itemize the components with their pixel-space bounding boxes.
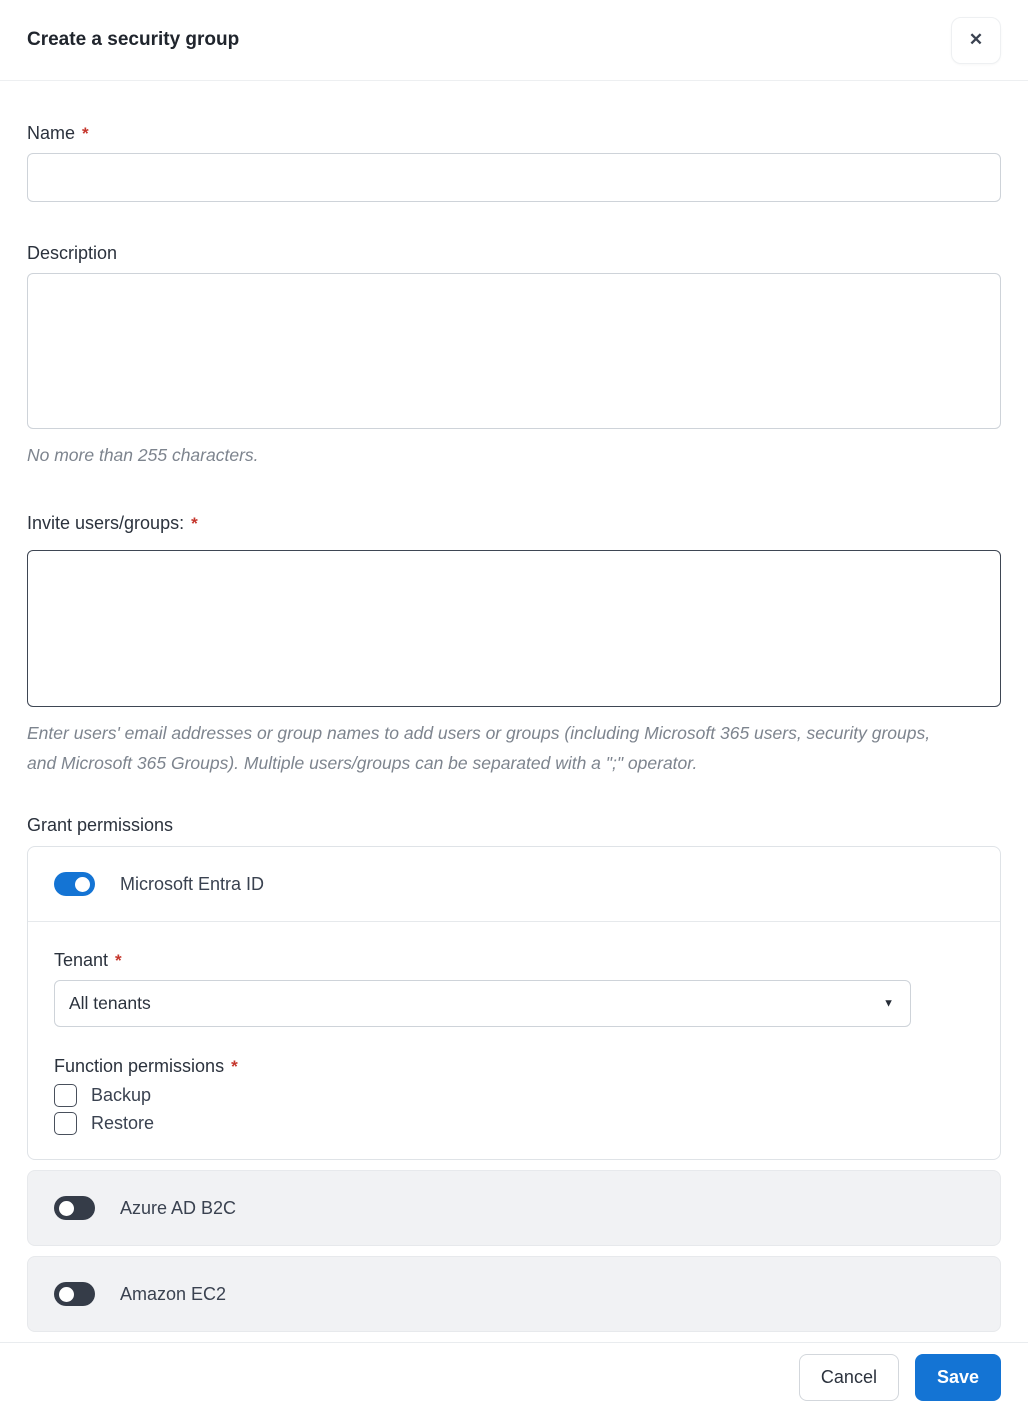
- cancel-button[interactable]: Cancel: [799, 1354, 899, 1401]
- permission-card-microsoft-entra-id: [27, 846, 1001, 1160]
- restore-checkbox-row[interactable]: [54, 1112, 974, 1135]
- azure-ad-b2c-toggle-row: [28, 1171, 1000, 1245]
- entra-id-toggle[interactable]: [54, 872, 95, 896]
- amazon-ec2-toggle-row: [28, 1257, 1000, 1331]
- backup-checkbox-label: Backup: [91, 1085, 152, 1105]
- tenant-select[interactable]: [54, 980, 911, 1027]
- invite-hint: Enter users' email addresses or group names to add users or groups (including Microsoft 365 users, security groups, and Microsoft 365 Groups). Multiple users/groups can be separated with a ";" operator.: [27, 723, 931, 773]
- close-icon: ✕: [968, 30, 984, 49]
- description-hint: No more than 255 characters.: [27, 445, 259, 465]
- close-button[interactable]: [951, 17, 1001, 64]
- amazon-ec2-toggle-label: Amazon EC2: [120, 1283, 227, 1304]
- toggle-knob: [75, 877, 90, 892]
- invite-label: Invite users/groups: *: [27, 513, 198, 533]
- azure-ad-b2c-toggle-label: Azure AD B2C: [120, 1197, 237, 1218]
- modal-footer: [0, 1342, 1028, 1414]
- entra-id-settings: [28, 922, 1000, 1159]
- permission-card-amazon-ec2: [27, 1256, 1001, 1332]
- chevron-down-icon: ▼: [883, 996, 894, 1009]
- backup-checkbox-row[interactable]: [54, 1084, 974, 1107]
- function-permissions-label: Function permissions *: [54, 1056, 238, 1076]
- required-asterisk: *: [82, 124, 89, 143]
- tenant-label: Tenant *: [54, 950, 122, 970]
- amazon-ec2-toggle[interactable]: [54, 1282, 95, 1306]
- backup-checkbox[interactable]: [54, 1084, 77, 1107]
- restore-checkbox-label: Restore: [91, 1113, 155, 1133]
- restore-checkbox[interactable]: [54, 1112, 77, 1135]
- name-input[interactable]: [27, 153, 1001, 202]
- tenant-selected-value: All tenants: [69, 993, 151, 1013]
- entra-id-toggle-row: [28, 847, 1000, 922]
- invite-users-textarea[interactable]: [27, 550, 1001, 707]
- name-label: Name *: [27, 123, 89, 143]
- save-button[interactable]: Save: [915, 1354, 1001, 1401]
- required-asterisk: *: [115, 951, 122, 970]
- description-textarea[interactable]: [27, 273, 1001, 429]
- required-asterisk: *: [231, 1057, 238, 1076]
- azure-ad-b2c-toggle[interactable]: [54, 1196, 95, 1220]
- modal-header: [0, 0, 1028, 81]
- modal-body: [0, 123, 1028, 1332]
- entra-id-toggle-label: Microsoft Entra ID: [120, 873, 265, 894]
- grant-permissions-label: Grant permissions: [27, 815, 174, 835]
- toggle-knob: [59, 1287, 74, 1302]
- permission-card-azure-ad-b2c: [27, 1170, 1001, 1246]
- toggle-knob: [59, 1201, 74, 1216]
- required-asterisk: *: [191, 514, 198, 533]
- modal-title: Create a security group: [27, 29, 240, 50]
- description-label: Description: [27, 243, 118, 263]
